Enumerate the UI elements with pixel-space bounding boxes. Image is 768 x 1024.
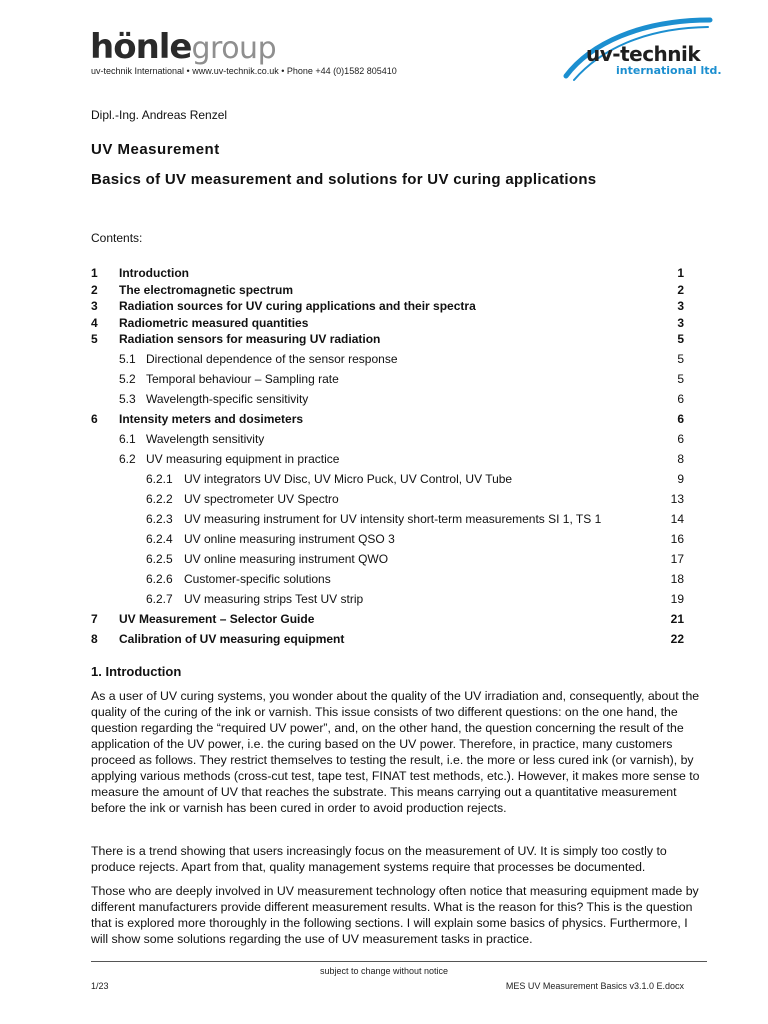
footer-notice: subject to change without notice [319,966,449,976]
toc-entry-title: UV measuring strips Test UV strip [184,592,364,606]
toc-entry-page: 8 [677,452,684,466]
toc-entry[interactable] [0,531,768,547]
toc-entry[interactable] [0,591,768,607]
toc-entry-title: UV measuring equipment in practice [146,452,340,466]
toc-entry[interactable] [0,491,768,507]
toc-entry-number: 6.2.7 [146,592,173,606]
toc-entry-number: 5.2 [119,372,136,386]
file-name: MES UV Measurement Basics v3.1.0 E.docx [505,981,684,991]
toc-entry[interactable] [0,315,768,331]
toc-entry[interactable] [0,611,768,627]
toc-entry-page: 16 [670,532,684,546]
toc-entry-title: Radiation sensors for measuring UV radiation [119,332,381,346]
toc-entry-page: 21 [670,612,684,626]
paragraph: As a user of UV curing systems, you wonder about the quality of the UV irradiation and, consequently, about the quality of the curing of the ink or varnish. This issue consists of two different questions: on the one hand, the question regarding the “required UV power”, and, on the other hand, the question concerning the result of the application of the UV power, i.e. the curing based on the UV power. Therefore, in practice, many customers proceed as follows. They restrict themselves to testing the result, i.e. the more or less cured ink (or varnish), by applying various methods (cross-cut test, tape test, FINAT test methods, etc.). However, it makes more sense to measure the amount of UV that reaches the substrate. This means carrying out a quantitative measurement before the ink or varnish has been cured in order to avoid production rejects. [91,689,700,815]
toc-entry-page: 19 [670,592,684,606]
toc-entry-page: 9 [677,472,684,486]
toc-entry-title: Calibration of UV measuring equipment [119,632,345,646]
toc-entry-page: 14 [670,512,684,526]
toc-entry-title: UV online measuring instrument QWO [184,552,389,566]
toc-entry-page: 5 [677,332,684,346]
toc-entry[interactable] [0,431,768,447]
toc-entry-page: 5 [677,372,684,386]
toc-entry-number: 6.2.5 [146,552,173,566]
toc-entry[interactable] [0,331,768,347]
toc-entry[interactable] [0,265,768,281]
toc-entry-title: The electromagnetic spectrum [119,283,294,297]
toc-entry-number: 6.2.3 [146,512,173,526]
toc-entry-number: 5.1 [119,352,136,366]
toc-entry-page: 18 [670,572,684,586]
toc-entry-title: Introduction [119,266,189,280]
toc-entry[interactable] [0,351,768,367]
toc-entry-page: 22 [670,632,684,646]
paragraph: There is a trend showing that users increasingly focus on the measurement of UV. It is simply too costly to produce rejects. Apart from that, quality management systems require that processes be documented. [91,844,667,874]
toc-entry-number: 6.1 [119,432,136,446]
toc-entry[interactable] [0,391,768,407]
uv-technik-logo-name: uv-technik [586,42,701,66]
toc-entry[interactable] [0,298,768,314]
toc-entry-title: UV integrators UV Disc, UV Micro Puck, UV Control, UV Tube [184,472,513,486]
toc-entry-number: 6.2.6 [146,572,173,586]
uv-technik-logo [560,14,720,84]
toc-entry-page: 1 [677,266,684,280]
toc-entry-page: 6 [677,412,684,426]
toc-entry-number: 6.2 [119,452,136,466]
contact-line: uv-technik International • www.uv-technik.co.uk • Phone +44 (0)1582 805410 [91,66,397,76]
logo-brand: hönle [90,27,192,67]
toc-entry[interactable] [0,451,768,467]
toc-entry-title: UV Measurement – Selector Guide [119,612,315,626]
toc-entry-number: 7 [91,612,98,626]
toc-entry-title: Intensity meters and dosimeters [119,412,304,426]
toc-entry[interactable] [0,282,768,298]
section-heading: 1. Introduction [91,664,182,679]
toc-entry-title: Directional dependence of the sensor response [146,352,398,366]
toc-entry-title: Customer-specific solutions [184,572,331,586]
toc-entry[interactable] [0,471,768,487]
toc-entry-page: 2 [677,283,684,297]
toc-entry-number: 5.3 [119,392,136,406]
paragraph: Those who are deeply involved in UV measurement technology often notice that measuring equipment made by different manufacturers provide different measurement results. What is the reason for this? This is the question that is explored more thoroughly in the following sections. I will explain some basics of physics. Furthermore, I will show some solutions regarding the use of UV measurement tasks in practice. [91,884,699,946]
toc-entry-title: Wavelength-specific sensitivity [146,392,309,406]
toc-entry-number: 1 [91,266,98,280]
toc-entry[interactable] [0,411,768,427]
toc-entry-number: 6.2.4 [146,532,173,546]
toc-entry-number: 8 [91,632,98,646]
toc-entry-page: 17 [670,552,684,566]
toc-entry-page: 3 [677,299,684,313]
toc-entry[interactable] [0,371,768,387]
toc-entry-page: 13 [670,492,684,506]
toc-entry-title: Wavelength sensitivity [146,432,265,446]
document-subtitle: Basics of UV measurement and solutions for UV curing applications [91,171,597,188]
toc-entry[interactable] [0,551,768,567]
toc-entry-title: UV measuring instrument for UV intensity short-term measurements SI 1, TS 1 [184,512,602,526]
toc-entry-title: Temporal behaviour – Sampling rate [146,372,339,386]
toc-entry-page: 5 [677,352,684,366]
logo-brand-suffix: group [191,31,277,66]
toc-entry-number: 3 [91,299,98,313]
page-number: 1/23 [91,981,109,991]
toc-entry-title: Radiometric measured quantities [119,316,309,330]
toc-entry-number: 4 [91,316,98,330]
toc-entry-number: 5 [91,332,98,346]
toc-entry-title: UV online measuring instrument QSO 3 [184,532,395,546]
document-title: UV Measurement [91,141,220,158]
footer-divider [91,961,707,962]
toc-entry-number: 2 [91,283,98,297]
author: Dipl.-Ing. Andreas Renzel [91,108,228,122]
toc-entry-title: Radiation sources for UV curing applications and their spectra [119,299,476,313]
contents-label: Contents: [91,231,143,245]
toc-entry-number: 6 [91,412,98,426]
uv-technik-logo-sub: international ltd. [616,64,722,77]
toc-entry-title: UV spectrometer UV Spectro [184,492,339,506]
toc-entry-number: 6.2.2 [146,492,173,506]
toc-entry[interactable] [0,571,768,587]
toc-entry-number: 6.2.1 [146,472,173,486]
toc-entry-page: 6 [677,432,684,446]
toc-entry-page: 3 [677,316,684,330]
toc-entry[interactable] [0,631,768,647]
toc-entry[interactable] [0,511,768,527]
honle-group-logo [90,27,277,67]
toc-entry-page: 6 [677,392,684,406]
